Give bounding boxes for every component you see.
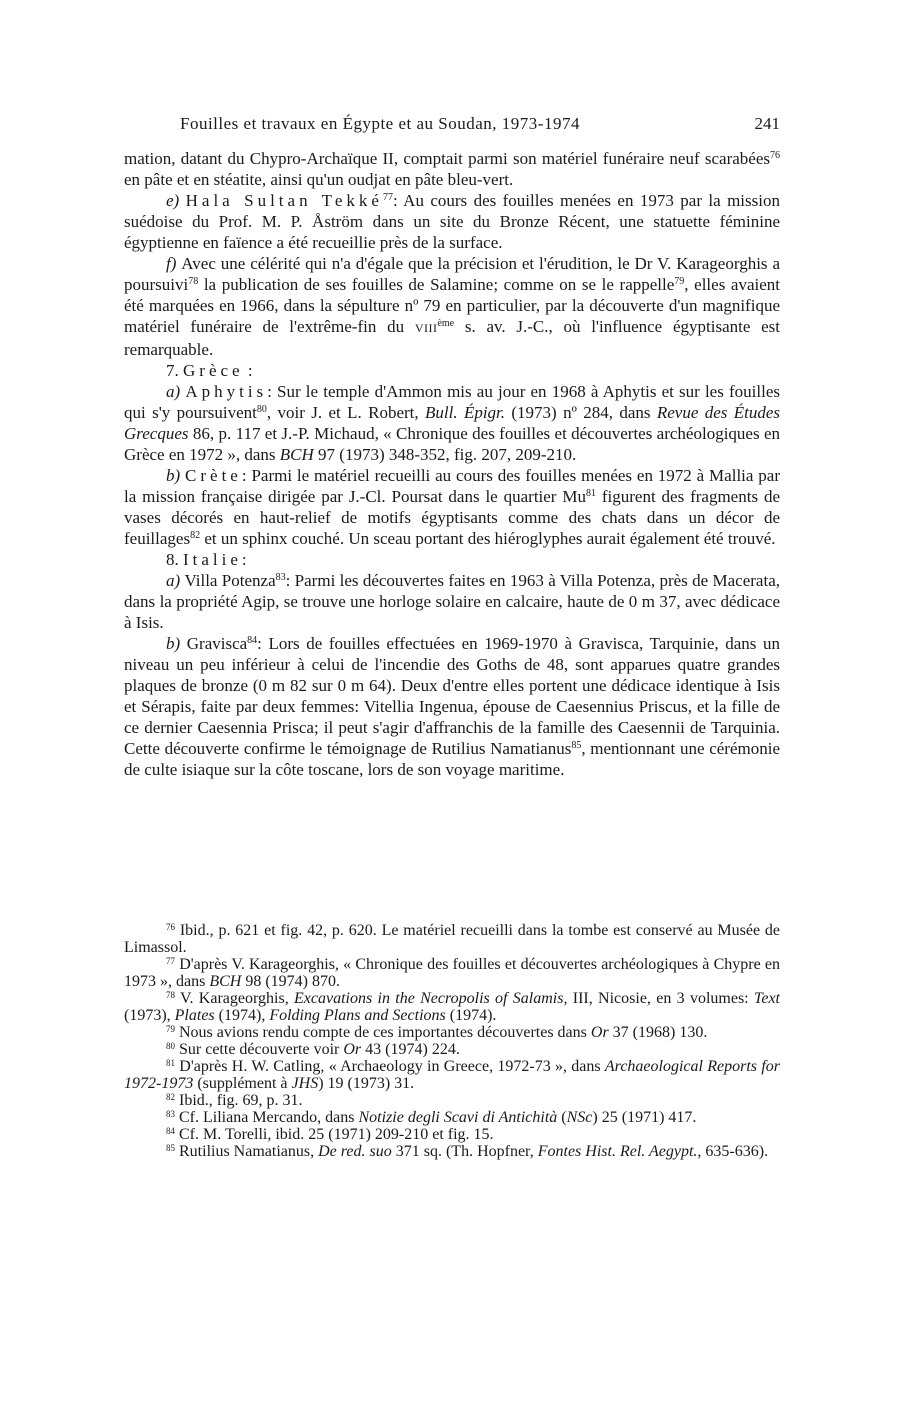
footnote-77 [124, 956, 780, 990]
paragraph-gravisca [124, 633, 780, 780]
note-ref: 84 [247, 635, 258, 646]
italic-title: JHS [291, 1075, 319, 1092]
note-ref: 81 [585, 488, 596, 499]
paragraph-hala-sultan-tekke [124, 190, 780, 253]
text-run: : Lors de fouilles effectuées en 1969-1970 à Gravisca, Tarquinie, dans un niveau un peu inférieur à celui de l'incendie des Goths de 48, sont apparues quatre grandes plaques de bronze (0 m 82 sur 0 m 64). Deux d'entre elles portent une dédicace identique à Isis et Sérapis, faite par deux femmes: Vitellia Ingenua, épouse de Caesennius Priscus, et la fille de ce dernier Caesennia Prisca; il peut s'agir d'affranchis de la famille des Caesennii de Tarquinia. Cette découverte confirme le témoignage de Rutilius Namatianus [124, 634, 780, 758]
text-run: 37 (1968) 130. [608, 1024, 708, 1041]
italic-title: NSc [566, 1109, 593, 1126]
note-ref: 79 [674, 276, 685, 287]
section-heading-grece [124, 360, 780, 381]
section-title: Grèce [183, 361, 244, 380]
note-ref: 83 [275, 572, 286, 583]
spaced-site-name: Hala Sultan Tekké [185, 191, 383, 210]
text-run: D'après V. Karageorghis, « Chronique des fouilles et découvertes archéologiques à Chypre en 1973 », dans [124, 956, 780, 990]
footnote-80 [124, 1041, 780, 1058]
site-name: Villa Potenza [184, 571, 276, 590]
footnotes [124, 922, 780, 1160]
text-run: et un sphinx couché. Un sceau portant des hiéroglyphes aurait également été trouvé. [200, 529, 776, 548]
item-label: f) [166, 254, 182, 273]
text-run: en pâte et en stéatite, ainsi qu'un oudjat en pâte bleu-vert. [124, 170, 514, 189]
item-label: a) [166, 382, 186, 401]
text-run: : Sur le temple d'Ammon mis au jour en 1968 à Aphytis et sur les fouilles qui s'y poursuivent [124, 382, 780, 422]
italic-title: Plates [174, 1007, 215, 1024]
italic-title: Revue des Études Grecques [124, 403, 781, 443]
footnote-79 [124, 1024, 780, 1041]
footnote-83 [124, 1109, 780, 1126]
text-run: s. av. J.-C., où l'influence égyptisante est remarquable. [124, 317, 780, 359]
footnote-number: 80 [166, 1041, 175, 1051]
text-run: , mentionnant une cérémonie de culte isiaque sur la côte toscane, lors de son voyage maritime. [124, 739, 780, 779]
text-run: 43 (1974) 224. [361, 1041, 460, 1058]
paragraph-continuation [124, 148, 780, 190]
running-title: Fouilles et travaux en Égypte et au Soudan, 1973-1974 [180, 114, 580, 133]
text-run: : Parmi les découvertes faites en 1963 à Villa Potenza, près de Macerata, dans la propriété Agip, se trouve une horloge solaire en calcaire, haute de 0 m 37, avec dédicace à Isis. [124, 571, 780, 632]
text-run: 98 (1974) 870. [241, 973, 340, 990]
text-run: la publication de ses fouilles de Salamine; comme on se le rappelle [198, 275, 675, 294]
text-run: Ibid., p. 621 et fig. 42, p. 620. Le matériel recueilli dans la tombe est conservé au Musée de Limassol. [124, 922, 780, 956]
footnote-number: 76 [166, 922, 175, 932]
text-run: ( [557, 1109, 567, 1126]
text-run: : Au cours des fouilles menées en 1973 par la mission suédoise du Prof. M. P. Åström dans un site du Bronze Récent, une statuette féminine égyptienne en faïence a été recueillie près de la surface. [124, 191, 780, 252]
footnote-number: 79 [166, 1024, 175, 1034]
text-run: mation, datant du Chypro-Archaïque II, comptait parmi son matériel funéraire neuf scarabées [124, 149, 770, 168]
text-run: (1973), [124, 1007, 175, 1024]
note-ref: 78 [188, 276, 199, 287]
footnote-84 [124, 1126, 780, 1143]
text-run: (1974). [445, 1007, 497, 1024]
text-run: ) 19 (1973) 31. [318, 1075, 415, 1092]
italic-title: BCH [209, 973, 242, 990]
site-name: Gravisca [186, 634, 248, 653]
italic-title: Fontes Hist. Rel. Aegypt. [537, 1143, 698, 1160]
text-run: D'après H. W. Catling, « Archaeology in Greece, 1972-73 », dans [175, 1058, 605, 1075]
note-ref: 85 [571, 740, 582, 751]
item-label: b) [166, 466, 186, 485]
footnote-number: 85 [166, 1143, 175, 1153]
footnote-76 [124, 922, 780, 956]
italic-title: Folding Plans and Sections [269, 1007, 446, 1024]
text-run: 86, p. 117 et J.-P. Michaud, « Chronique des fouilles et découvertes archéologiques en Grèce en 1972 », dans [124, 424, 780, 464]
text-run: : [243, 361, 253, 380]
footnote-82 [124, 1092, 780, 1109]
paragraph-crete [124, 465, 780, 549]
item-label: b) [166, 634, 187, 653]
item-label: e) [166, 191, 186, 210]
footnote-number: 82 [166, 1092, 175, 1102]
italic-title: Archaeological Reports for 1972-1973 [124, 1058, 780, 1092]
text-run: Cf. M. Torelli, ibid. 25 (1971) 209-210 et fig. 15. [175, 1126, 494, 1143]
note-ref: 76 [770, 150, 780, 161]
spaced-site-name: Crète [185, 466, 242, 485]
text-run: : [241, 550, 247, 569]
italic-title: De red. suo [318, 1143, 392, 1160]
text-run: Rutilius Namatianus, [175, 1143, 319, 1160]
footnote-number: 81 [166, 1058, 175, 1068]
section-heading-italie [124, 549, 780, 570]
text-run: 97 (1973) 348-352, fig. 207, 209-210. [313, 445, 577, 464]
italic-title: Notizie degli Scavi di Antichità [358, 1109, 558, 1126]
text-run: Nous avions rendu compte de ces importantes découvertes dans [175, 1024, 591, 1041]
page-number: 241 [754, 114, 780, 133]
note-ref: 82 [190, 530, 201, 541]
footnote-78 [124, 990, 780, 1024]
italic-title: Bull. Épigr. [425, 403, 506, 422]
text-run: figurent des fragments de vases décorés en haut-relief de motifs égyptisants comme des chats dans un décor de feuillages [124, 487, 780, 548]
text-run: (1974), [214, 1007, 270, 1024]
footnote-number: 84 [166, 1126, 175, 1136]
footnote-85 [124, 1143, 780, 1160]
text-run: 371 sq. (Th. Hopfner, [391, 1143, 538, 1160]
footnote-number: 83 [166, 1109, 175, 1119]
spaced-site-name: Aphytis [185, 382, 268, 401]
text-run: , III, Nicosie, en 3 volumes: [563, 990, 754, 1007]
small-caps-century: VIII [414, 321, 438, 335]
text-run: Avec une célérité qui n'a d'égale que la précision et l'érudition, le Dr V. Karageorghis a poursuivi [124, 254, 780, 294]
italic-title: Or [590, 1024, 609, 1041]
text-run: Cf. Liliana Mercando, dans [175, 1109, 359, 1126]
footnote-number: 77 [166, 956, 175, 966]
section-number: 7. [166, 361, 183, 380]
text-run: Ibid., fig. 69, p. 31. [175, 1092, 303, 1109]
text-run: (supplément à [193, 1075, 292, 1092]
italic-title: BCH [279, 445, 314, 464]
italic-title: Text [753, 990, 780, 1007]
main-text [124, 148, 780, 780]
footnote-number: 78 [166, 990, 175, 1000]
page-header [124, 114, 780, 138]
century-suffix: ème [437, 318, 455, 329]
text-run: Sur cette découverte voir [175, 1041, 344, 1058]
note-ref: 77 [382, 192, 393, 203]
text-run: ) 25 (1971) 417. [592, 1109, 697, 1126]
text-run: V. Karageorghis, [175, 990, 295, 1007]
italic-title: Or [343, 1041, 362, 1058]
section-number: 8. [166, 550, 183, 569]
text-run: , elles avaient été marquées en 1966, dans la sépulture nº 79 en particulier, par la découverte d'un magnifique matériel funéraire de l'extrême-fin du [124, 275, 780, 336]
text-run: , voir J. et L. Robert, [266, 403, 425, 422]
text-run: , 635-636). [697, 1143, 769, 1160]
text-run: : Parmi le matériel recueilli au cours des fouilles menées en 1972 à Mallia par la mission française dirigée par J.-Cl. Poursat dans le quartier Mu [124, 466, 780, 506]
italic-title: Excavations in the Necropolis of Salamis [294, 990, 564, 1007]
item-label: a) [166, 571, 185, 590]
footnote-81 [124, 1058, 780, 1092]
paragraph-villa-potenza [124, 570, 780, 633]
note-ref: 80 [256, 404, 267, 415]
section-title: Italie [183, 550, 242, 569]
text-run: (1973) nº 284, dans [505, 403, 657, 422]
paragraph-aphytis [124, 381, 780, 465]
paragraph-salamine [124, 253, 780, 360]
